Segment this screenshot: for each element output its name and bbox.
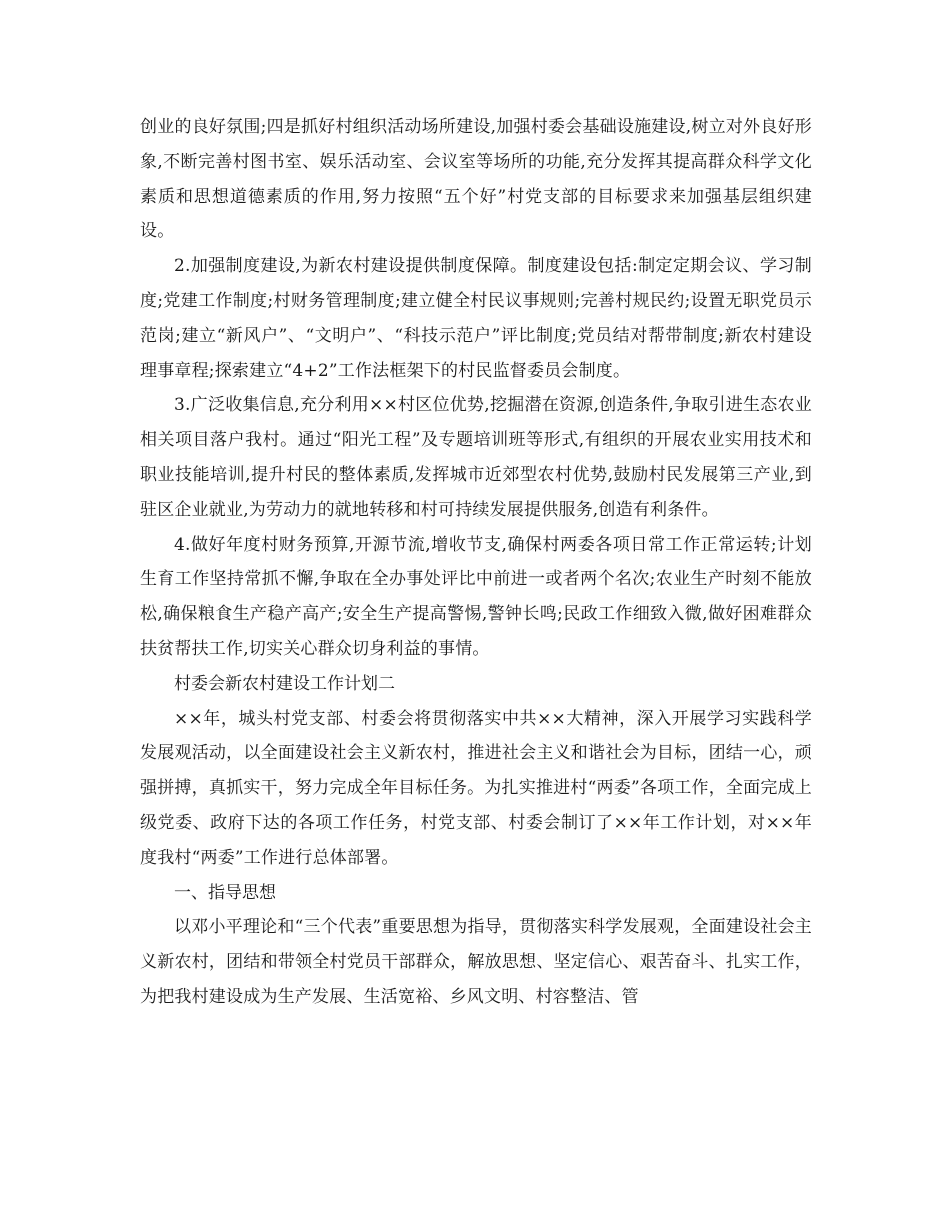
paragraph-3: 3.广泛收集信息,充分利用××村区位优势,挖掘潜在资源,创造条件,争取引进生态农业相关项目落户我村。通过“阳光工程”及专题培训班等形式,有组织的开展农业实用技术和职业技能培训,提升村民的整体素质,发挥城市近郊型农村优势,鼓励村民发展第三产业,到驻区企业就业,为劳动力的就地转移和村可持续发展提供服务,创造有利条件。 [140,395,812,520]
subheading-guiding-ideology: 一、指导思想 [174,882,276,903]
paragraph-4: 4.做好年度村财务预算,开源节流,增收节支,确保村两委各项日常工作正常运转;计划生育工作坚持常抓不懈,争取在全办事处评比中前进一或者两个名次;农业生产时刻不能放松,确保粮食生产稳产高产;安全生产提高警惕,警钟长鸣;民政工作细致入微,做好困难群众扶贫帮扶工作,切实关心群众切身利益的事情。 [140,534,812,659]
paragraph-6: 以邓小平理论和“三个代表”重要思想为指导，贯彻落实科学发展观，全面建设社会主义新农村，团结和带领全村党员干部群众，解放思想、坚定信心、艰苦奋斗、扎实工作，为把我村建设成为生产发展、生活宽裕、乡风文明、村容整洁、管 [140,917,812,1007]
paragraph-1: 创业的良好氛围;四是抓好村组织活动场所建设,加强村委会基础设施建设,树立对外良好形象,不断完善村图书室、娱乐活动室、会议室等场所的功能,充分发挥其提高群众科学文化素质和思想道德素质的作用,努力按照“五个好”村党支部的目标要求来加强基层组织建设。 [140,117,812,242]
paragraph-5: ××年，城头村党支部、村委会将贯彻落实中共××大精神，深入开展学习实践科学发展观活动，以全面建设社会主义新农村，推进社会主义和谐社会为目标，团结一心，顽强拼搏，真抓实干，努力完成全年目标任务。为扎实推进村“两委”各项工作，全面完成上级党委、政府下达的各项工作任务，村党支部、村委会制订了××年工作计划，对××年度我村“两委”工作进行总体部署。 [140,708,812,868]
paragraph-2: 2.加强制度建设,为新农村建设提供制度保障。制度建设包括:制定定期会议、学习制度;党建工作制度;村财务管理制度;建立健全村民议事规则;完善村规民约;设置无职党员示范岗;建立“新风户”、“文明户”、“科技示范户”评比制度;党员结对帮带制度;新农村建设理事章程;探索建立“4+2”工作法框架下的村民监督委员会制度。 [140,256,812,381]
section-title: 村委会新农村建设工作计划二 [174,673,395,694]
document-page [140,110,812,1015]
